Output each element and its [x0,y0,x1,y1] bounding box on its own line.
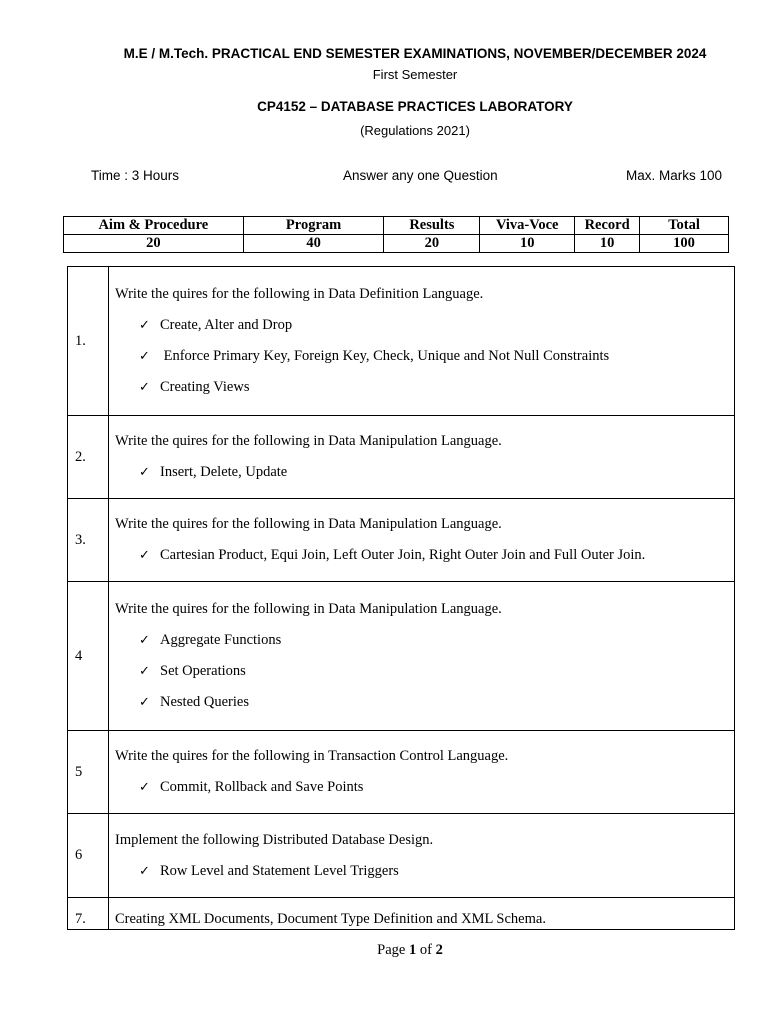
question-number: 1. [68,267,109,416]
marks-value-cell: 10 [575,235,640,253]
question-item [139,464,734,481]
question-item [139,317,734,334]
question-number: 4 [68,582,109,731]
question-item-text: Set Operations [160,663,246,679]
question-row [68,499,735,582]
page-footer [0,942,768,959]
question-body [109,267,735,416]
check-mark-icon: ✓ [139,632,150,647]
question-number: 3. [68,499,109,582]
question-item-text: Row Level and Statement Level Triggers [160,862,399,879]
question-number: 7. [68,898,109,930]
question-body [109,416,735,499]
question-text: Write the quires for the following in Data Manipulation Language. [115,433,502,449]
check-mark-icon: ✓ [139,464,150,479]
question-item [139,547,734,564]
exam-title: M.E / M.Tech. PRACTICAL END SEMESTER EXAMINATIONS, NOVEMBER/DECEMBER 2024 [123,46,707,61]
check-mark-icon: ✓ [139,694,150,709]
questions-table [67,266,735,930]
question-number: 5 [68,731,109,814]
question-body [109,499,735,582]
total-page-number: 2 [435,942,443,958]
question-item [139,663,734,680]
check-mark-icon: ✓ [139,348,150,363]
question-item-text: Create, Alter and Drop [160,317,293,333]
question-number: 6 [68,814,109,898]
instruction-label: Answer any one Question [343,168,498,183]
marks-value-cell: 20 [384,235,480,253]
question-item-text: Insert, Delete, Update [160,464,288,480]
question-row [68,731,735,814]
check-mark-icon: ✓ [139,379,150,394]
question-text: Creating XML Documents, Document Type Definition and XML Schema. [115,911,546,927]
marks-value-cell: 100 [640,235,729,253]
question-item [139,863,734,880]
question-item-text: Enforce Primary Key, Foreign Key, Check, Unique and Not Null Constraints [160,348,610,364]
marks-value-row [64,235,729,253]
marks-header-cell: Results [384,217,480,235]
max-marks-label: Max. Marks 100 [626,168,723,183]
marks-value-cell: 40 [243,235,384,253]
page-footer-middle: of [416,942,436,958]
regulations-label: (Regulations 2021) [360,123,470,138]
marks-value-cell: 10 [480,235,575,253]
marks-header-cell: Viva-Voce [480,217,575,235]
page-footer-prefix: Page [377,942,409,958]
time-label: Time : 3 Hours [91,168,180,183]
question-item [139,694,734,711]
marks-distribution-table [63,216,729,253]
marks-header-cell: Total [640,217,729,235]
question-item [139,779,734,796]
question-row [68,814,735,898]
check-mark-icon: ✓ [139,862,150,878]
check-mark-icon: ✓ [139,663,150,678]
question-row [68,416,735,499]
question-item-text: Creating Views [160,379,250,395]
question-item-text: Aggregate Functions [160,632,282,648]
question-body [109,814,735,898]
question-text: Write the quires for the following in Data Manipulation Language. [115,516,502,532]
question-item [139,348,734,365]
question-text: Write the quires for the following in Data Definition Language. [115,286,484,302]
question-number: 2. [68,416,109,499]
marks-header-cell: Program [243,217,384,235]
course-title: CP4152 – DATABASE PRACTICES LABORATORY [257,99,573,114]
question-row [68,267,735,416]
question-body [109,582,735,731]
current-page-number: 1 [408,942,417,958]
marks-header-cell: Aim & Procedure [64,217,244,235]
marks-header-cell: Record [575,217,640,235]
question-text: Write the quires for the following in Transaction Control Language. [115,748,509,764]
semester-label: First Semester [372,67,458,82]
question-item [139,632,734,649]
question-body [109,731,735,814]
question-text: Implement the following Distributed Database Design. [115,831,434,848]
question-text: Write the quires for the following in Data Manipulation Language. [115,601,502,617]
question-row [68,582,735,731]
marks-value-cell: 20 [64,235,244,253]
check-mark-icon: ✓ [139,317,150,332]
check-mark-icon: ✓ [139,547,150,562]
question-item [139,379,734,396]
question-item-text: Nested Queries [160,694,249,710]
question-item-text: Commit, Rollback and Save Points [160,779,364,795]
question-item-text: Cartesian Product, Equi Join, Left Outer Join, Right Outer Join and Full Outer Join. [160,547,646,563]
question-body [109,898,735,930]
check-mark-icon: ✓ [139,779,150,794]
question-row [68,898,735,930]
marks-header-row [64,217,729,235]
